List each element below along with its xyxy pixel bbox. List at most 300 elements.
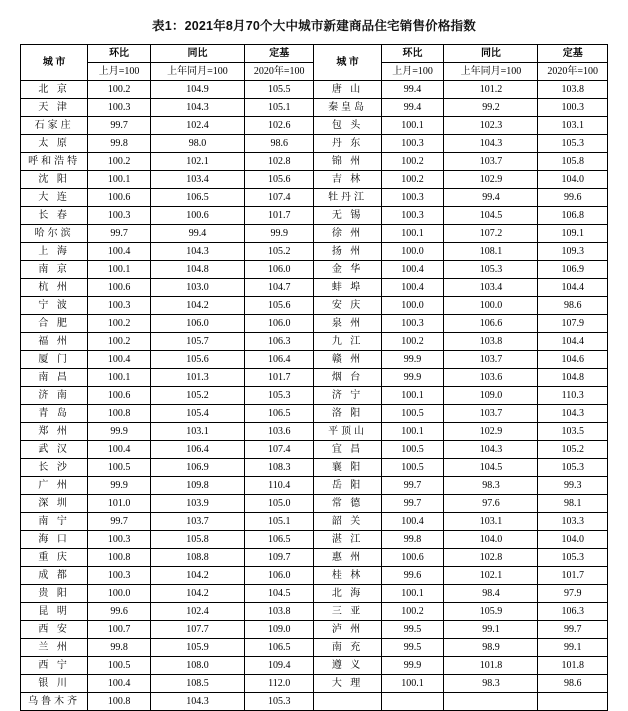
value-fixed-left: 107.4: [245, 189, 314, 207]
value-yoy-left: 106.0: [150, 315, 244, 333]
value-fixed-right: 104.4: [538, 279, 608, 297]
value-mom-left: 99.7: [88, 513, 151, 531]
city-name-right: 锦 州: [314, 153, 381, 171]
value-yoy-left: 108.5: [150, 675, 244, 693]
table-row: [21, 99, 608, 117]
city-name-right: 洛 阳: [314, 405, 381, 423]
city-name-left: 济 南: [21, 387, 88, 405]
value-fixed-left: 108.3: [245, 459, 314, 477]
value-mom-left: 99.9: [88, 477, 151, 495]
value-fixed-right: 103.1: [538, 117, 608, 135]
city-name-right: 惠 州: [314, 549, 381, 567]
city-name-left: 厦 门: [21, 351, 88, 369]
value-yoy-left: 99.4: [150, 225, 244, 243]
table-row: [21, 675, 608, 693]
value-mom-right: 100.2: [381, 171, 444, 189]
value-mom-right: 100.0: [381, 243, 444, 261]
city-name-left: 宁 波: [21, 297, 88, 315]
value-fixed-right: 103.3: [538, 513, 608, 531]
city-name-right: 蚌 埠: [314, 279, 381, 297]
city-name-right: 南 充: [314, 639, 381, 657]
value-mom-left: 100.8: [88, 549, 151, 567]
value-fixed-left: 102.8: [245, 153, 314, 171]
table-row: [21, 531, 608, 549]
city-name-right: 襄 阳: [314, 459, 381, 477]
value-yoy-left: 105.8: [150, 531, 244, 549]
value-mom-left: 101.0: [88, 495, 151, 513]
value-mom-left: 100.4: [88, 441, 151, 459]
value-yoy-right: 102.9: [444, 171, 538, 189]
value-mom-left: 100.8: [88, 405, 151, 423]
city-name-left: 哈尔滨: [21, 225, 88, 243]
table-row: [21, 261, 608, 279]
city-name-left: 武 汉: [21, 441, 88, 459]
column-group-fixed-left: 定基: [245, 45, 314, 63]
city-name-left: 重 庆: [21, 549, 88, 567]
value-fixed-right: 99.3: [538, 477, 608, 495]
table-row: [21, 603, 608, 621]
city-name-right: 秦皇岛: [314, 99, 381, 117]
value-fixed-left: 106.5: [245, 531, 314, 549]
city-name-right: 唐 山: [314, 81, 381, 99]
value-fixed-right: 103.8: [538, 81, 608, 99]
value-fixed-left: 106.5: [245, 405, 314, 423]
value-yoy-left: 105.9: [150, 639, 244, 657]
city-name-right: 包 头: [314, 117, 381, 135]
value-mom-left: 100.2: [88, 153, 151, 171]
table-row: [21, 279, 608, 297]
column-subheader-fixed-right: 2020年=100: [538, 63, 608, 81]
city-name-left: 西 宁: [21, 657, 88, 675]
value-fixed-right: 106.9: [538, 261, 608, 279]
value-yoy-right: 98.3: [444, 675, 538, 693]
table-row: [21, 513, 608, 531]
value-fixed-right: 106.3: [538, 603, 608, 621]
value-yoy-left: 100.6: [150, 207, 244, 225]
city-name-left: 大 连: [21, 189, 88, 207]
table-row: [21, 405, 608, 423]
city-name-left: 杭 州: [21, 279, 88, 297]
city-name-left: 南 昌: [21, 369, 88, 387]
value-mom-left: 99.7: [88, 225, 151, 243]
value-mom-left: 100.4: [88, 243, 151, 261]
city-name-left: 海 口: [21, 531, 88, 549]
value-yoy-right: 98.4: [444, 585, 538, 603]
city-name-left: 成 都: [21, 567, 88, 585]
table-row: [21, 333, 608, 351]
value-mom-left: 100.3: [88, 99, 151, 117]
value-mom-left: 100.6: [88, 387, 151, 405]
city-name-right: 岳 阳: [314, 477, 381, 495]
page-title: 表1：2021年8月70个大中城市新建商品住宅销售价格指数: [152, 19, 476, 33]
value-yoy-right: 100.0: [444, 297, 538, 315]
city-name-left: 呼和浩特: [21, 153, 88, 171]
city-name-left: 贵 阳: [21, 585, 88, 603]
table-row: [21, 297, 608, 315]
value-mom-right: 100.1: [381, 387, 444, 405]
table-row: [21, 639, 608, 657]
city-name-right: 扬 州: [314, 243, 381, 261]
value-mom-left: 100.3: [88, 297, 151, 315]
column-subheader-mom-right: 上月=100: [381, 63, 444, 81]
value-mom-left: 100.5: [88, 459, 151, 477]
value-yoy-right: 109.0: [444, 387, 538, 405]
city-name-left: 深 圳: [21, 495, 88, 513]
city-name-right: 北 海: [314, 585, 381, 603]
value-fixed-left: 105.1: [245, 513, 314, 531]
table-row: [21, 135, 608, 153]
table-row: [21, 225, 608, 243]
value-mom-right: 100.5: [381, 459, 444, 477]
value-fixed-left: 109.4: [245, 657, 314, 675]
value-yoy-right: 107.2: [444, 225, 538, 243]
value-mom-left: 99.8: [88, 639, 151, 657]
value-fixed-right: 98.6: [538, 297, 608, 315]
value-yoy-right: 108.1: [444, 243, 538, 261]
value-fixed-right: 104.6: [538, 351, 608, 369]
value-mom-left: 100.2: [88, 81, 151, 99]
value-mom-right: 100.1: [381, 675, 444, 693]
value-mom-right: 100.6: [381, 549, 444, 567]
value-yoy-right: 99.2: [444, 99, 538, 117]
city-name-left: 南 京: [21, 261, 88, 279]
value-fixed-right: 105.3: [538, 549, 608, 567]
value-fixed-left: 105.2: [245, 243, 314, 261]
value-mom-left: 100.6: [88, 279, 151, 297]
table-row: [21, 171, 608, 189]
value-fixed-left: 106.0: [245, 261, 314, 279]
value-mom-right: 99.8: [381, 531, 444, 549]
value-mom-right: 100.1: [381, 117, 444, 135]
value-mom-left: 100.1: [88, 171, 151, 189]
city-name-left: 北 京: [21, 81, 88, 99]
value-mom-left: 100.4: [88, 351, 151, 369]
value-yoy-left: 104.3: [150, 99, 244, 117]
value-yoy-right: 102.9: [444, 423, 538, 441]
table-row: [21, 243, 608, 261]
value-mom-left: 99.7: [88, 117, 151, 135]
value-mom-right: 99.9: [381, 369, 444, 387]
table-row: [21, 585, 608, 603]
city-name-right: 泉 州: [314, 315, 381, 333]
value-fixed-left: 105.3: [245, 693, 314, 711]
value-mom-left: 100.4: [88, 675, 151, 693]
table-row: [21, 351, 608, 369]
value-fixed-left: 105.3: [245, 387, 314, 405]
city-name-left: 乌鲁木齐: [21, 693, 88, 711]
column-group-yoy-left: 同比: [150, 45, 244, 63]
value-yoy-right: 104.5: [444, 459, 538, 477]
value-yoy-left: 104.9: [150, 81, 244, 99]
column-header-city-left: 城 市: [21, 45, 88, 81]
value-mom-right: 100.2: [381, 153, 444, 171]
city-name-left: 青 岛: [21, 405, 88, 423]
value-fixed-left: 106.0: [245, 567, 314, 585]
value-fixed-right: 104.0: [538, 171, 608, 189]
value-mom-right: 100.0: [381, 297, 444, 315]
city-name-right: 吉 林: [314, 171, 381, 189]
table-row: [21, 495, 608, 513]
city-name-right: 宜 昌: [314, 441, 381, 459]
city-name-right: [314, 693, 381, 711]
value-yoy-right: 101.8: [444, 657, 538, 675]
value-yoy-left: 108.0: [150, 657, 244, 675]
value-fixed-left: 105.5: [245, 81, 314, 99]
value-fixed-right: 107.9: [538, 315, 608, 333]
value-mom-right: 100.2: [381, 333, 444, 351]
value-mom-right: 99.4: [381, 81, 444, 99]
value-yoy-right: 104.5: [444, 207, 538, 225]
value-yoy-right: 103.8: [444, 333, 538, 351]
value-fixed-right: [538, 693, 608, 711]
column-group-mom-left: 环比: [88, 45, 151, 63]
value-yoy-left: 103.9: [150, 495, 244, 513]
city-name-right: 丹 东: [314, 135, 381, 153]
value-mom-right: 99.9: [381, 657, 444, 675]
value-fixed-left: 98.6: [245, 135, 314, 153]
value-mom-right: 100.5: [381, 441, 444, 459]
value-fixed-right: 104.8: [538, 369, 608, 387]
value-fixed-right: 100.3: [538, 99, 608, 117]
value-fixed-right: 104.0: [538, 531, 608, 549]
city-name-left: 石家庄: [21, 117, 88, 135]
value-fixed-right: 99.7: [538, 621, 608, 639]
value-fixed-left: 106.5: [245, 639, 314, 657]
value-mom-right: 100.1: [381, 423, 444, 441]
value-fixed-right: 97.9: [538, 585, 608, 603]
table-row: [21, 459, 608, 477]
value-mom-right: 100.2: [381, 603, 444, 621]
city-name-left: 天 津: [21, 99, 88, 117]
value-fixed-left: 103.6: [245, 423, 314, 441]
value-yoy-left: 105.2: [150, 387, 244, 405]
value-yoy-right: 104.3: [444, 441, 538, 459]
table-row: [21, 693, 608, 711]
city-name-right: 烟 台: [314, 369, 381, 387]
city-name-left: 太 原: [21, 135, 88, 153]
value-mom-left: 100.5: [88, 657, 151, 675]
table-row: [21, 153, 608, 171]
value-yoy-right: [444, 693, 538, 711]
city-name-right: 牡丹江: [314, 189, 381, 207]
value-mom-left: 100.0: [88, 585, 151, 603]
value-fixed-right: 99.1: [538, 639, 608, 657]
value-fixed-left: 103.8: [245, 603, 314, 621]
value-mom-left: 100.6: [88, 189, 151, 207]
value-mom-left: 100.7: [88, 621, 151, 639]
column-subheader-fixed-left: 2020年=100: [245, 63, 314, 81]
value-yoy-left: 102.4: [150, 117, 244, 135]
city-name-left: 福 州: [21, 333, 88, 351]
city-name-left: 西 安: [21, 621, 88, 639]
value-yoy-right: 98.9: [444, 639, 538, 657]
value-yoy-right: 102.3: [444, 117, 538, 135]
value-yoy-left: 109.8: [150, 477, 244, 495]
value-fixed-right: 105.2: [538, 441, 608, 459]
table-body: [21, 81, 608, 711]
value-mom-left: 100.3: [88, 567, 151, 585]
table-row: [21, 567, 608, 585]
value-yoy-left: 105.7: [150, 333, 244, 351]
value-mom-right: 99.6: [381, 567, 444, 585]
value-yoy-left: 103.1: [150, 423, 244, 441]
value-fixed-left: 106.0: [245, 315, 314, 333]
table-row: [21, 549, 608, 567]
value-fixed-right: 104.3: [538, 405, 608, 423]
value-fixed-right: 106.8: [538, 207, 608, 225]
value-yoy-right: 103.7: [444, 153, 538, 171]
value-yoy-left: 104.2: [150, 567, 244, 585]
value-yoy-left: 102.4: [150, 603, 244, 621]
city-name-left: 广 州: [21, 477, 88, 495]
value-fixed-right: 103.5: [538, 423, 608, 441]
value-yoy-left: 101.3: [150, 369, 244, 387]
value-yoy-left: 103.4: [150, 171, 244, 189]
value-fixed-left: 104.5: [245, 585, 314, 603]
column-subheader-mom-left: 上月=100: [88, 63, 151, 81]
value-mom-left: 100.1: [88, 369, 151, 387]
value-yoy-left: 105.6: [150, 351, 244, 369]
value-fixed-left: 106.3: [245, 333, 314, 351]
city-name-left: 兰 州: [21, 639, 88, 657]
value-fixed-right: 98.6: [538, 675, 608, 693]
value-mom-right: 100.1: [381, 585, 444, 603]
value-yoy-left: 104.3: [150, 243, 244, 261]
value-fixed-right: 99.6: [538, 189, 608, 207]
value-fixed-left: 105.1: [245, 99, 314, 117]
value-mom-left: 100.1: [88, 261, 151, 279]
value-fixed-right: 101.8: [538, 657, 608, 675]
table-row: [21, 207, 608, 225]
value-fixed-right: 110.3: [538, 387, 608, 405]
value-mom-right: 100.3: [381, 135, 444, 153]
value-yoy-left: 105.4: [150, 405, 244, 423]
value-fixed-left: 105.6: [245, 297, 314, 315]
column-subheader-yoy-left: 上年同月=100: [150, 63, 244, 81]
value-mom-left: 99.9: [88, 423, 151, 441]
value-yoy-left: 104.2: [150, 297, 244, 315]
value-mom-left: 99.6: [88, 603, 151, 621]
table-row: [21, 621, 608, 639]
value-fixed-left: 106.4: [245, 351, 314, 369]
value-yoy-right: 103.4: [444, 279, 538, 297]
city-name-left: 沈 阳: [21, 171, 88, 189]
column-header-city-right: 城 市: [314, 45, 381, 81]
value-fixed-right: 105.3: [538, 459, 608, 477]
value-yoy-right: 106.6: [444, 315, 538, 333]
city-name-left: 银 川: [21, 675, 88, 693]
value-fixed-right: 98.1: [538, 495, 608, 513]
column-group-fixed-right: 定基: [538, 45, 608, 63]
city-name-left: 南 宁: [21, 513, 88, 531]
value-fixed-left: 109.0: [245, 621, 314, 639]
city-name-right: 常 德: [314, 495, 381, 513]
value-fixed-left: 110.4: [245, 477, 314, 495]
value-yoy-right: 102.1: [444, 567, 538, 585]
value-yoy-left: 104.3: [150, 693, 244, 711]
value-yoy-right: 101.2: [444, 81, 538, 99]
column-group-mom-right: 环比: [381, 45, 444, 63]
value-fixed-left: 104.7: [245, 279, 314, 297]
city-name-right: 泸 州: [314, 621, 381, 639]
city-name-right: 韶 关: [314, 513, 381, 531]
value-yoy-right: 105.3: [444, 261, 538, 279]
city-name-right: 桂 林: [314, 567, 381, 585]
value-mom-right: 100.3: [381, 189, 444, 207]
city-name-right: 安 庆: [314, 297, 381, 315]
value-fixed-left: 105.0: [245, 495, 314, 513]
value-yoy-right: 104.0: [444, 531, 538, 549]
value-fixed-right: 109.1: [538, 225, 608, 243]
value-fixed-left: 105.6: [245, 171, 314, 189]
header-row-groups: [21, 45, 608, 63]
value-fixed-right: 104.4: [538, 333, 608, 351]
value-mom-right: 99.4: [381, 99, 444, 117]
value-yoy-right: 103.7: [444, 351, 538, 369]
value-yoy-left: 104.8: [150, 261, 244, 279]
value-yoy-left: 103.7: [150, 513, 244, 531]
value-fixed-right: 105.3: [538, 135, 608, 153]
city-name-right: 大 理: [314, 675, 381, 693]
price-index-table: [20, 44, 608, 711]
value-yoy-right: 102.8: [444, 549, 538, 567]
city-name-right: 济 宁: [314, 387, 381, 405]
value-yoy-right: 104.3: [444, 135, 538, 153]
table-row: [21, 387, 608, 405]
value-mom-right: 99.9: [381, 351, 444, 369]
value-fixed-right: 105.8: [538, 153, 608, 171]
city-name-right: 九 江: [314, 333, 381, 351]
value-yoy-left: 106.4: [150, 441, 244, 459]
table-header: [21, 45, 608, 81]
table-row: [21, 369, 608, 387]
city-name-right: 赣 州: [314, 351, 381, 369]
table-row: [21, 477, 608, 495]
value-mom-right: 100.3: [381, 207, 444, 225]
value-fixed-left: 101.7: [245, 207, 314, 225]
value-fixed-left: 99.9: [245, 225, 314, 243]
value-yoy-left: 104.2: [150, 585, 244, 603]
city-name-right: 湛 江: [314, 531, 381, 549]
table-row: [21, 441, 608, 459]
value-mom-left: 100.8: [88, 693, 151, 711]
value-mom-right: 99.5: [381, 621, 444, 639]
value-fixed-right: 109.3: [538, 243, 608, 261]
table-row: [21, 315, 608, 333]
value-yoy-left: 106.5: [150, 189, 244, 207]
column-subheader-yoy-right: 上年同月=100: [444, 63, 538, 81]
city-name-right: 无 锡: [314, 207, 381, 225]
table-row: [21, 423, 608, 441]
table-row: [21, 117, 608, 135]
value-yoy-left: 102.1: [150, 153, 244, 171]
city-name-left: 上 海: [21, 243, 88, 261]
value-fixed-left: 102.6: [245, 117, 314, 135]
city-name-left: 郑 州: [21, 423, 88, 441]
value-mom-right: [381, 693, 444, 711]
value-mom-left: 100.3: [88, 207, 151, 225]
table-row: [21, 81, 608, 99]
table-row: [21, 189, 608, 207]
value-yoy-left: 108.8: [150, 549, 244, 567]
column-group-yoy-right: 同比: [444, 45, 538, 63]
table-row: [21, 657, 608, 675]
value-yoy-right: 103.7: [444, 405, 538, 423]
value-yoy-left: 103.0: [150, 279, 244, 297]
city-name-right: 遵 义: [314, 657, 381, 675]
value-mom-right: 100.4: [381, 513, 444, 531]
value-yoy-left: 107.7: [150, 621, 244, 639]
